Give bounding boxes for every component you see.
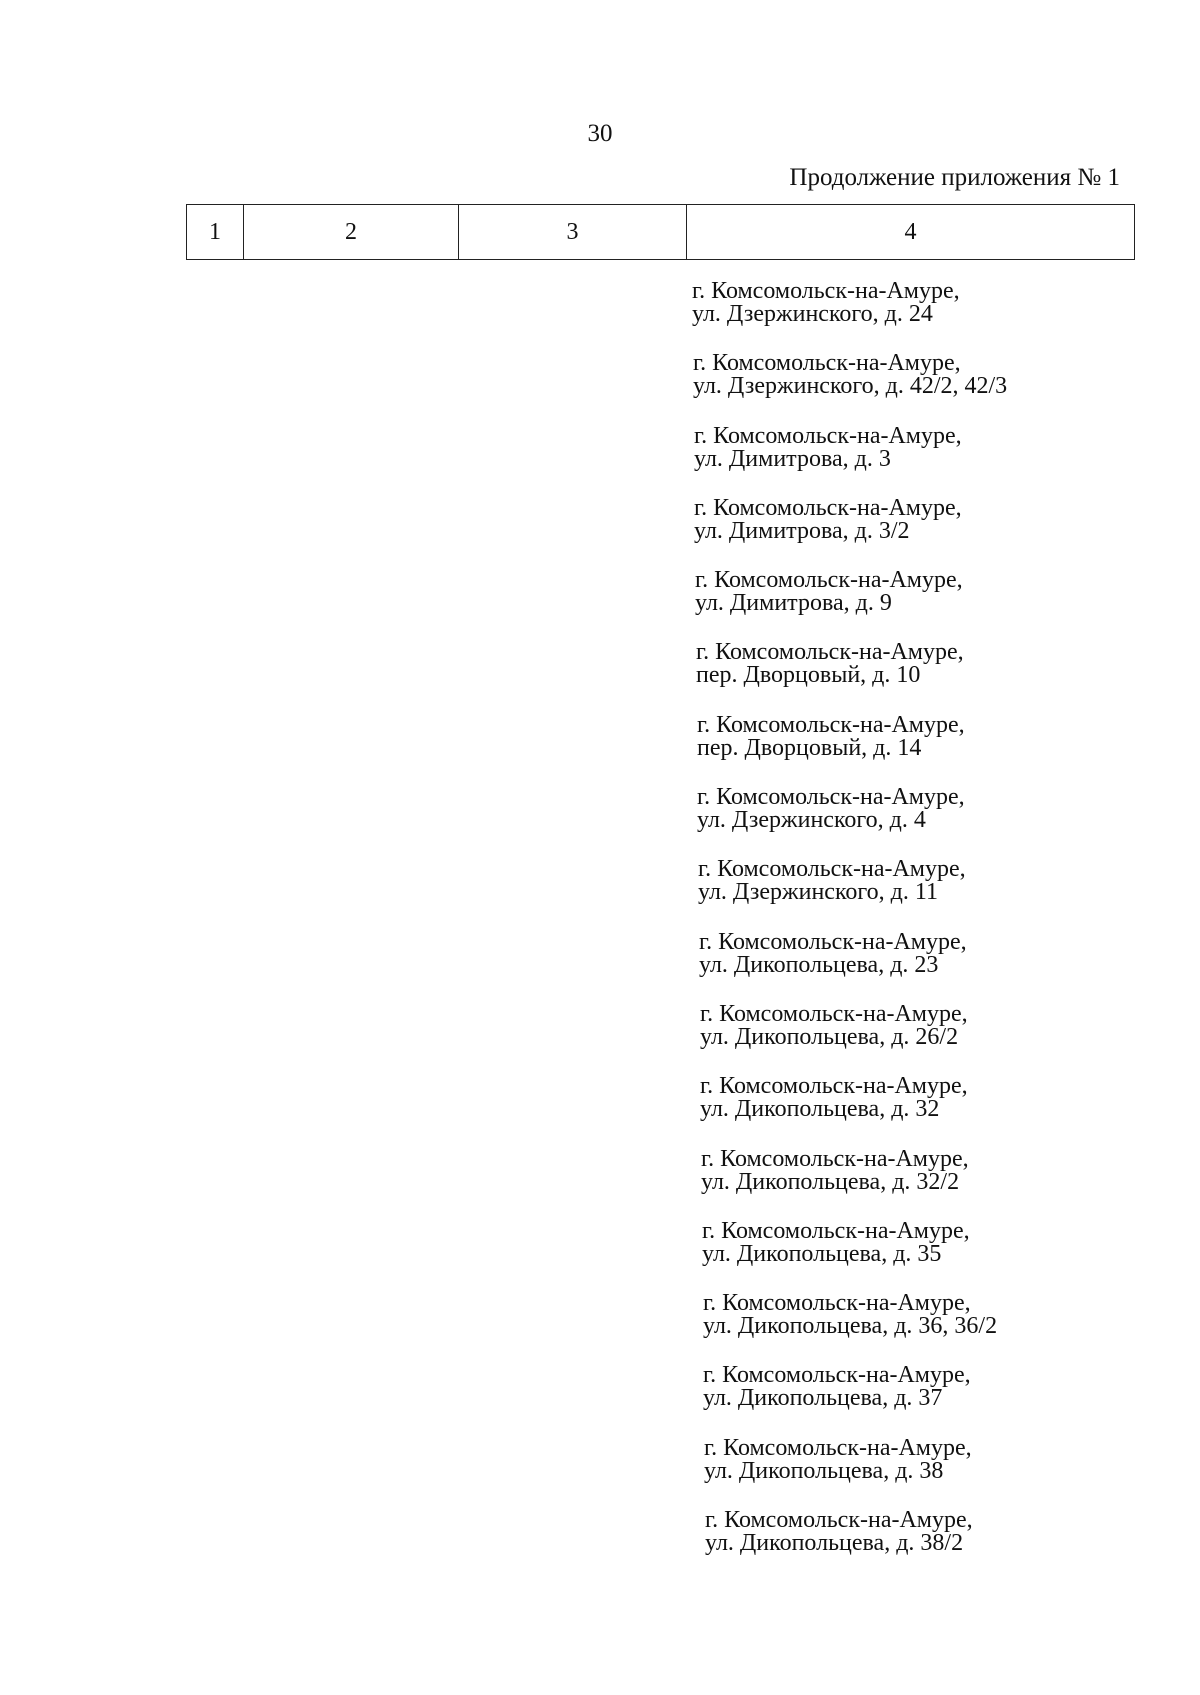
address-street: ул. Дикопольцева, д. 35 [702, 1240, 942, 1267]
address-city: г. Комсомольск-на-Амуре, [705, 1507, 973, 1534]
address-entry [699, 928, 1152, 1003]
address-city: г. Комсомольск-на-Амуре, [703, 1290, 971, 1317]
header-cell-3: 3 [459, 205, 687, 260]
header-cell-1: 1 [187, 205, 244, 260]
address-city: г. Комсомольск-на-Амуре, [697, 784, 965, 811]
address-street: ул. Дикопольцева, д. 32/2 [701, 1168, 960, 1195]
address-entry [704, 1434, 1152, 1509]
address-entry [700, 1075, 1152, 1147]
address-entry [694, 422, 1152, 497]
page-number: 30 [587, 120, 613, 147]
header-cell-4: 4 [687, 205, 1135, 260]
address-street: ул. Дикопольцева, д. 23 [699, 951, 939, 978]
address-entry [703, 1292, 1152, 1364]
address-city: г. Комсомольск-на-Амуре, [703, 1362, 971, 1389]
address-city: г. Комсомольск-на-Амуре, [704, 1434, 972, 1461]
address-street: ул. Дикопольцева, д. 32 [700, 1096, 940, 1123]
column-header-table [186, 204, 1135, 260]
address-entry [701, 1145, 1152, 1220]
address-city: г. Комсомольск-на-Амуре, [695, 567, 963, 594]
address-street: ул. Димитрова, д. 3 [694, 445, 891, 472]
address-city: г. Комсомольск-на-Амуре, [694, 422, 962, 449]
address-street: ул. Дикопольцева, д. 37 [703, 1385, 943, 1412]
address-entry [698, 858, 1152, 930]
address-street: ул. Дзержинского, д. 42/2, 42/3 [693, 373, 1008, 400]
address-street: пер. Дворцовый, д. 14 [697, 734, 922, 761]
address-entry [703, 1364, 1152, 1436]
address-city: г. Комсомольск-на-Амуре, [700, 1000, 968, 1027]
address-street: ул. Дикопольцева, д. 38/2 [705, 1530, 964, 1557]
header-cell-2: 2 [244, 205, 459, 260]
address-street: ул. Дзержинского, д. 24 [692, 301, 933, 327]
address-entry [696, 641, 1152, 713]
address-list [692, 280, 1152, 1581]
address-entry [697, 711, 1152, 786]
address-street: ул. Дзержинского, д. 11 [698, 879, 938, 906]
address-city: г. Комсомольск-на-Амуре, [698, 856, 966, 883]
address-street: ул. Дзержинского, д. 4 [697, 807, 926, 834]
address-entry [695, 569, 1152, 641]
address-entry [700, 1000, 1152, 1075]
address-entry [693, 352, 1152, 424]
address-city: г. Комсомольск-на-Амуре, [697, 711, 965, 738]
address-city: г. Комсомольск-на-Амуре, [693, 350, 961, 377]
address-entry [705, 1509, 1152, 1581]
address-street: ул. Димитрова, д. 3/2 [694, 517, 910, 544]
address-street: пер. Дворцовый, д. 10 [696, 662, 921, 689]
address-city: г. Комсомольск-на-Амуре, [699, 928, 967, 955]
address-city: г. Комсомольск-на-Амуре, [692, 278, 960, 304]
address-street: ул. Дикопольцева, д. 38 [704, 1457, 944, 1484]
address-city: г. Комсомольск-на-Амуре, [700, 1073, 968, 1100]
address-city: г. Комсомольск-на-Амуре, [701, 1145, 969, 1172]
address-entry [702, 1217, 1152, 1292]
address-street: ул. Дикопольцева, д. 36, 36/2 [703, 1313, 998, 1340]
address-entry [692, 280, 1152, 352]
address-city: г. Комсомольск-на-Амуре, [696, 639, 964, 666]
address-entry [694, 494, 1152, 569]
address-street: ул. Дикопольцева, д. 26/2 [700, 1023, 959, 1050]
address-city: г. Комсомольск-на-Амуре, [694, 494, 962, 521]
header-row [187, 205, 1135, 260]
address-entry [697, 786, 1152, 858]
address-city: г. Комсомольск-на-Амуре, [702, 1217, 970, 1244]
address-street: ул. Димитрова, д. 9 [695, 590, 892, 617]
continuation-label: Продолжение приложения № 1 [789, 164, 1120, 191]
